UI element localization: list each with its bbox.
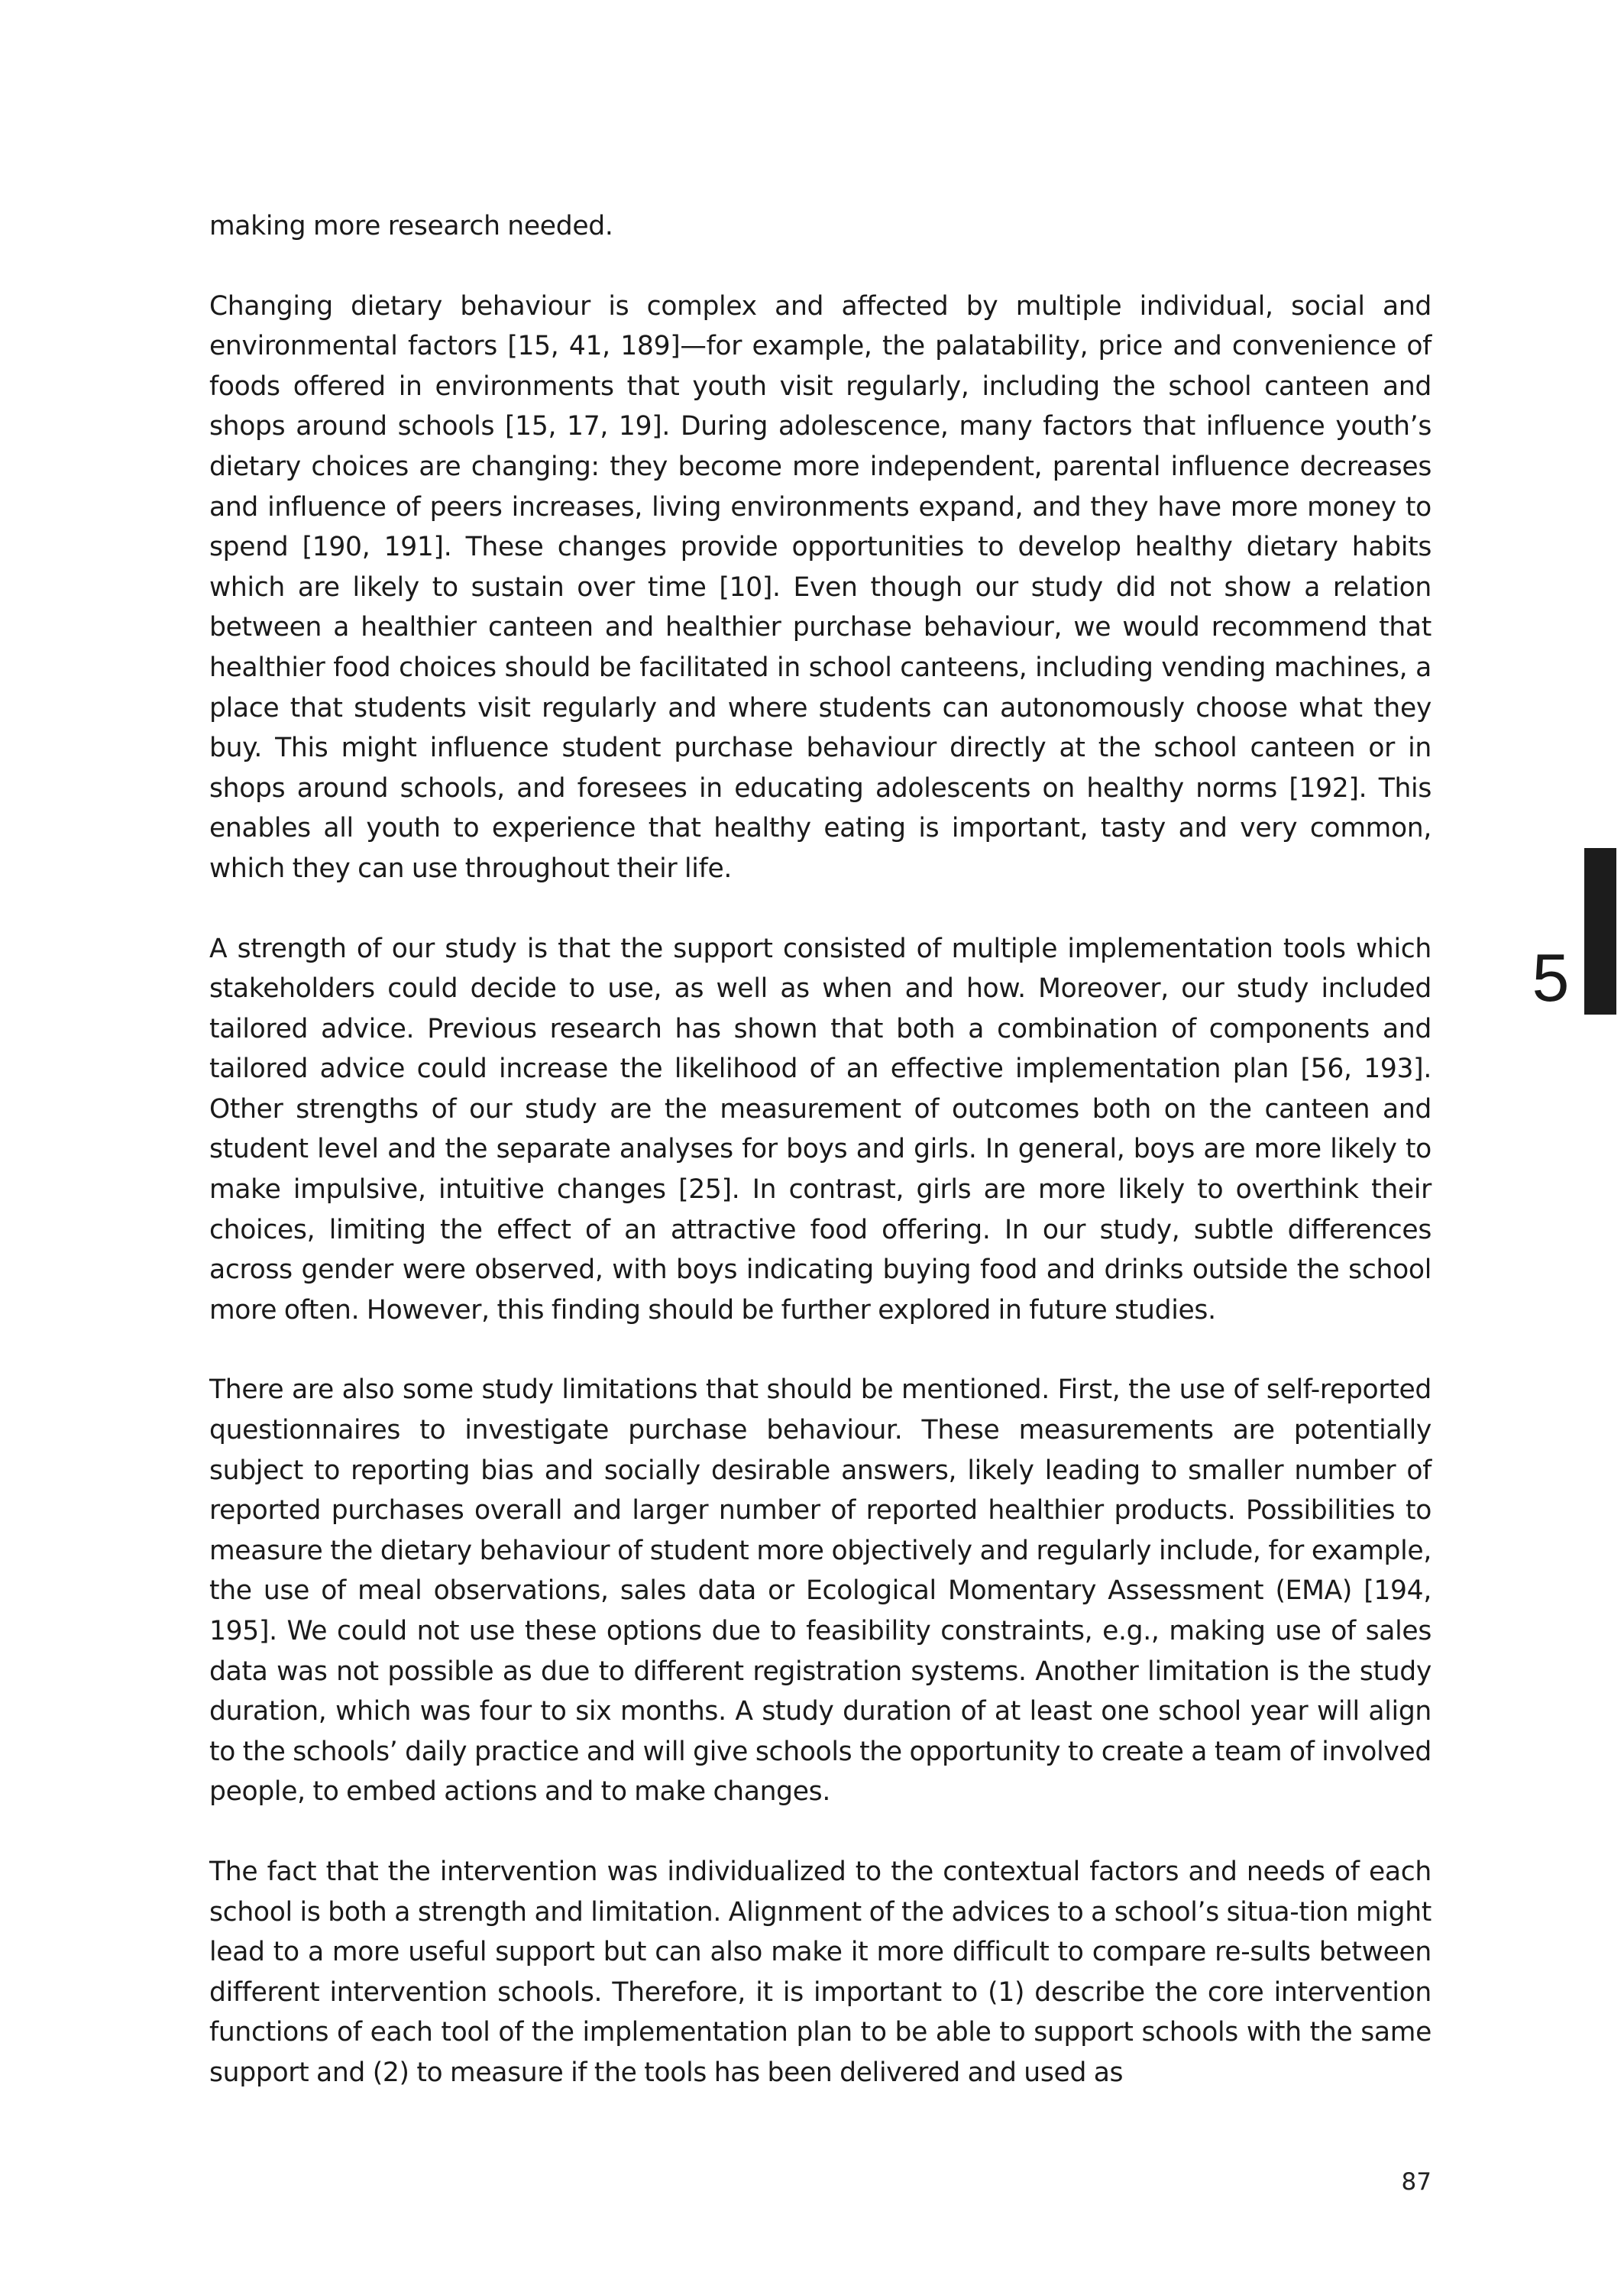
- body-text: [209, 206, 1432, 2133]
- paragraph-study-strengths: A strength of our study is that the support consisted of multiple implementation tools which stakeholders could decide to use, as well as when and how. Moreover, our study included tailored advice. Previous research has shown that both a combination of components and tailored advice could increase the likelihood of an effective implementation plan [56, 193]. Other strengths of our study are the measurement of outcomes both on the canteen and student level and the separate analyses for boys and girls. In general, boys are more likely to make impulsive, intuitive changes [25]. In contrast, girls are more likely to overthink their choices, limiting the effect of an attractive food offering. In our study, subtle differences across gender were observed, with boys indicating buying food and drinks outside the school more often. However, this finding should be further explored in future studies.: [209, 933, 1432, 1326]
- chapter-tab: [1584, 848, 1616, 1015]
- page-number: 87: [1401, 2168, 1432, 2196]
- chapter-number: 5: [1532, 940, 1570, 1015]
- paragraph-individualized-intervention: The fact that the intervention was individualized to the contextual factors and needs of each school is both a strength and limitation. Alignment of the advices to a school’s situa-tion might lead to a more useful support but can also make it more difficult to compare re-sults between different intervention schools. Therefore, it is important to (1) describe the core intervention functions of each tool of the implementation plan to be able to support schools with the same support and (2) to measure if the tools has been delivered and used as: [209, 1856, 1432, 2088]
- paragraph-dietary-behaviour: Changing dietary behaviour is complex and affected by multiple individual, social and environmental factors [15, 41, 189]—for example, the palatability, price and convenience of foods offered in environments that youth visit regularly, including the school canteen and shops around schools [15, 17, 19]. During adolescence, many factors that influence youth’s dietary choices are changing: they become more independent, parental influence decreases and influence of peers increases, living environments expand, and they have more money to spend [190, 191]. These changes provide opportunities to develop healthy dietary habits which are likely to sustain over time [10]. Even though our study did not show a relation between a healthier canteen and healthier purchase behaviour, we would recommend that healthier food choices should be facilitated in school canteens, including vending machines, a place that students visit regularly and where students can autonomously choose what they buy. This might influence student purchase behaviour directly at the school canteen or in shops around schools, and foresees in educating adolescents on healthy norms [192]. This enables all youth to experience that healthy eating is important, tasty and very common, which they can use throughout their life.: [209, 290, 1432, 884]
- paragraph-study-limitations: There are also some study limitations that should be mentioned. First, the use of self-reported questionnaires to investigate purchase behaviour. These measurements are potentially subject to reporting bias and socially desirable answers, likely leading to smaller number of reported purchases overall and larger number of reported healthier products. Possibilities to measure the dietary behaviour of student more objectively and regularly include, for example, the use of meal observations, sales data or Ecological Momentary Assessment (EMA) [194, 195]. We could not use these options due to feasibility constraints, e.g., making use of sales data was not possible as due to different registration systems. Another limitation is the study duration, which was four to six months. A study duration of at least one school year will align to the schools’ daily practice and will give schools the opportunity to create a team of involved people, to embed actions and to make changes.: [209, 1374, 1432, 1808]
- paragraph-continuation: making more research needed.: [209, 211, 613, 241]
